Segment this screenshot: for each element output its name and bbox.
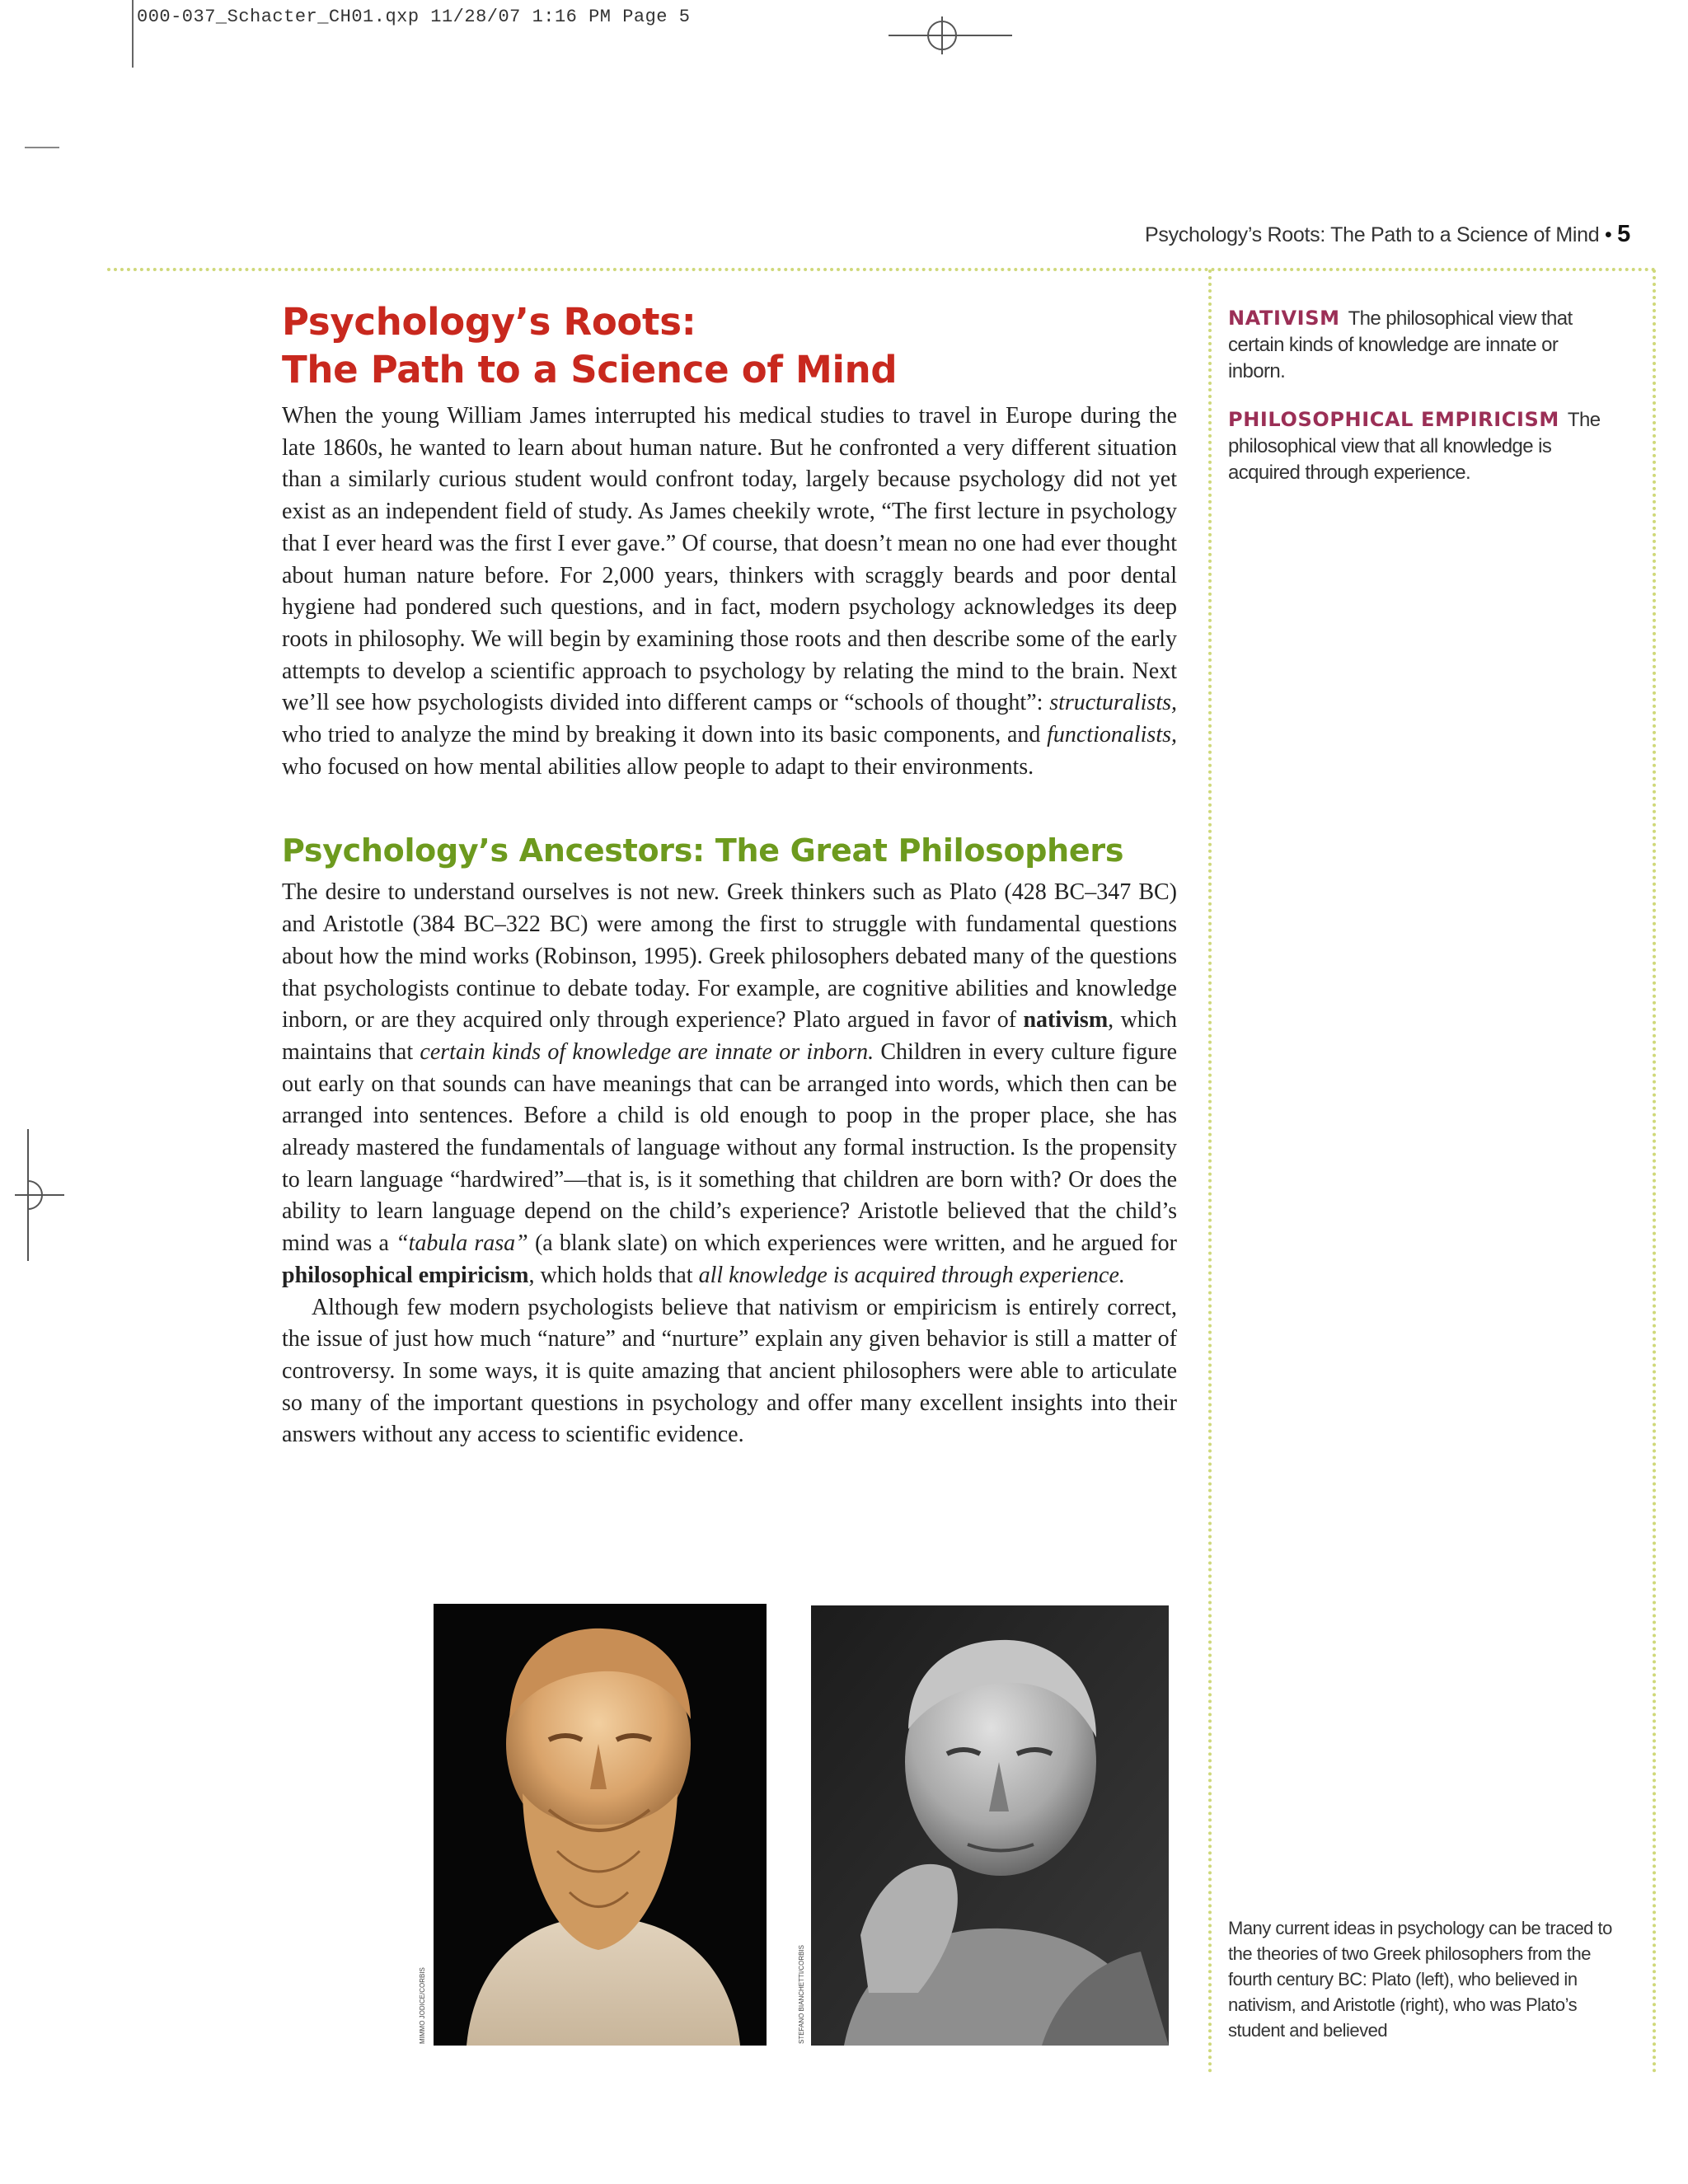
chapter-section-title xyxy=(282,298,1177,394)
slug-rule xyxy=(132,0,134,68)
gloss-nativism xyxy=(1228,305,1607,385)
para1-text-5: , which holds that xyxy=(528,1262,699,1288)
main-column xyxy=(282,298,1177,1451)
gloss-term-nativism: NATIVISM xyxy=(1228,307,1340,330)
intro-structuralists: structuralists, xyxy=(1049,690,1177,716)
def-nativism: certain kinds of knowledge are innate or inborn. xyxy=(420,1038,874,1065)
running-head-title: Psychology’s Roots: The Path to a Science of Mind xyxy=(1145,223,1600,246)
para1-text-2: , which maintains that xyxy=(282,1007,1177,1065)
intro-functionalists: functionalists, xyxy=(1047,722,1177,748)
tabula-rasa: “tabula rasa” xyxy=(396,1230,528,1257)
plato-bust-icon xyxy=(434,1604,767,2046)
para1-text-4: (a blank slate) on which experiences were written, and he argued for xyxy=(528,1230,1177,1257)
para1-text-3: Children in every culture figure out early on that sounds can have meanings that can be arranged into words, which then can be arranged into sentences. Before a child is old enough to poop in the proper place, she has already mastered the fundamentals of language without any formal instruction. Is the propensity to learn language “hardwired”—that is, is it something that children are born with? Or does the ability to learn language depend on the child’s experience? Aristotle believed that the child’s mind was a xyxy=(282,1038,1177,1257)
intro-paragraph xyxy=(282,401,1177,783)
print-slug: 000-037_Schacter_CH01.qxp 11/28/07 1:16 PM Page 5 xyxy=(137,7,691,27)
dotted-rule-top xyxy=(107,268,1657,271)
gloss-def-empiricism: The philosophical view that all knowledge is acquired through experience. xyxy=(1228,409,1601,484)
running-head-bullet: • xyxy=(1605,223,1612,246)
dotted-rule-column xyxy=(1208,269,1212,2074)
title-line-1: Psychology’s Roots: xyxy=(282,300,696,344)
term-empiricism: philosophical empiricism xyxy=(282,1262,529,1288)
ancestors-paragraph-2: Although few modern psychologists believe that nativism or empiricism is entirely correct, the issue of just how much “nature” and “nurture” explain any given behavior is still a matter of controversy. In some ways, it is quite amazing that ancient philosophers were able to articulate so many of the important questions in psychology and offer many excellent insights into their answers without any access to scientific evidence. xyxy=(282,1294,1177,1448)
photo-caption: Many current ideas in psychology can be traced to the theories of two Greek philosophers from the fourth century BC: Plato (left), who believed in nativism, and Aristotle (right), who was Plato’s student and believed xyxy=(1228,1918,1612,2041)
plato-photo-credit: MIMMO JODICE/CORBIS xyxy=(419,1967,426,2044)
def-empiricism: all knowledge is acquired through experience. xyxy=(698,1262,1125,1288)
page-number: 5 xyxy=(1617,221,1630,247)
plato-bust-photo xyxy=(434,1604,767,2046)
gloss-term-empiricism: PHILOSOPHICAL EMPIRICISM xyxy=(1228,408,1559,431)
term-nativism: nativism xyxy=(1023,1007,1109,1033)
ancestors-section xyxy=(282,829,1177,1451)
running-head xyxy=(1145,221,1630,248)
section-heading: Psychology’s Ancestors: The Great Philosophers xyxy=(282,832,1124,869)
title-line-2: The Path to a Science of Mind xyxy=(282,348,898,391)
aristotle-bust-icon xyxy=(811,1605,1169,2046)
gloss-def-nativism: The philosophical view that certain kinds of knowledge are innate or inborn. xyxy=(1228,307,1573,382)
registration-mark-left-icon xyxy=(15,1129,64,1261)
intro-text-3: who focused on how mental abilities allow people to adapt to their environments. xyxy=(282,753,1034,780)
aristotle-bust-photo xyxy=(811,1605,1169,2046)
ancestors-paragraph-1 xyxy=(282,877,1177,1291)
crop-mark xyxy=(25,147,59,148)
registration-mark-top-icon xyxy=(889,15,1012,56)
intro-text-2: who tried to analyze the mind by breaking it down into its basic components, and xyxy=(282,722,1048,748)
dotted-rule-right xyxy=(1653,269,1656,2074)
intro-text-1: When the young William James interrupted his medical studies to travel in Europe during the late 1860s, he wanted to learn about human nature. But he confronted a very different situation than a similarly curious student would confront today, largely because psychology did not yet exist as an independent field of study. As James cheekily wrote, “The first lecture in psychology that I ever heard was the first I ever gave.” Of course, that doesn’t mean no one had ever thought about human nature before. For 2,000 years, thinkers with scraggly beards and poor dental hygiene had pondered such questions, and in fact, modern psychology acknowledges its deep roots in philosophy. We will begin by examining those roots and then describe some of the early attempts to develop a scientific approach to psychology by relating the mind to the brain. Next we’ll see how psychologists divided into different camps or “schools of thought”: xyxy=(282,403,1177,716)
gloss-empiricism xyxy=(1228,406,1607,486)
margin-glossary xyxy=(1228,305,1607,508)
aristotle-photo-credit: STEFANO BIANCHETTI/CORBIS xyxy=(798,1944,805,2044)
para1-text-1: The desire to understand ourselves is not new. Greek thinkers such as Plato (428 BC–347 BC) and Aristotle (384 BC–322 BC) were among the first to struggle with fundamental questions about how the mind works (Robinson, 1995). Greek philosophers debated many of the questions that psychologists continue to debate today. For example, are cognitive abilities and knowledge inborn, or are they acquired only through experience? Plato argued in favor of xyxy=(282,879,1177,1033)
